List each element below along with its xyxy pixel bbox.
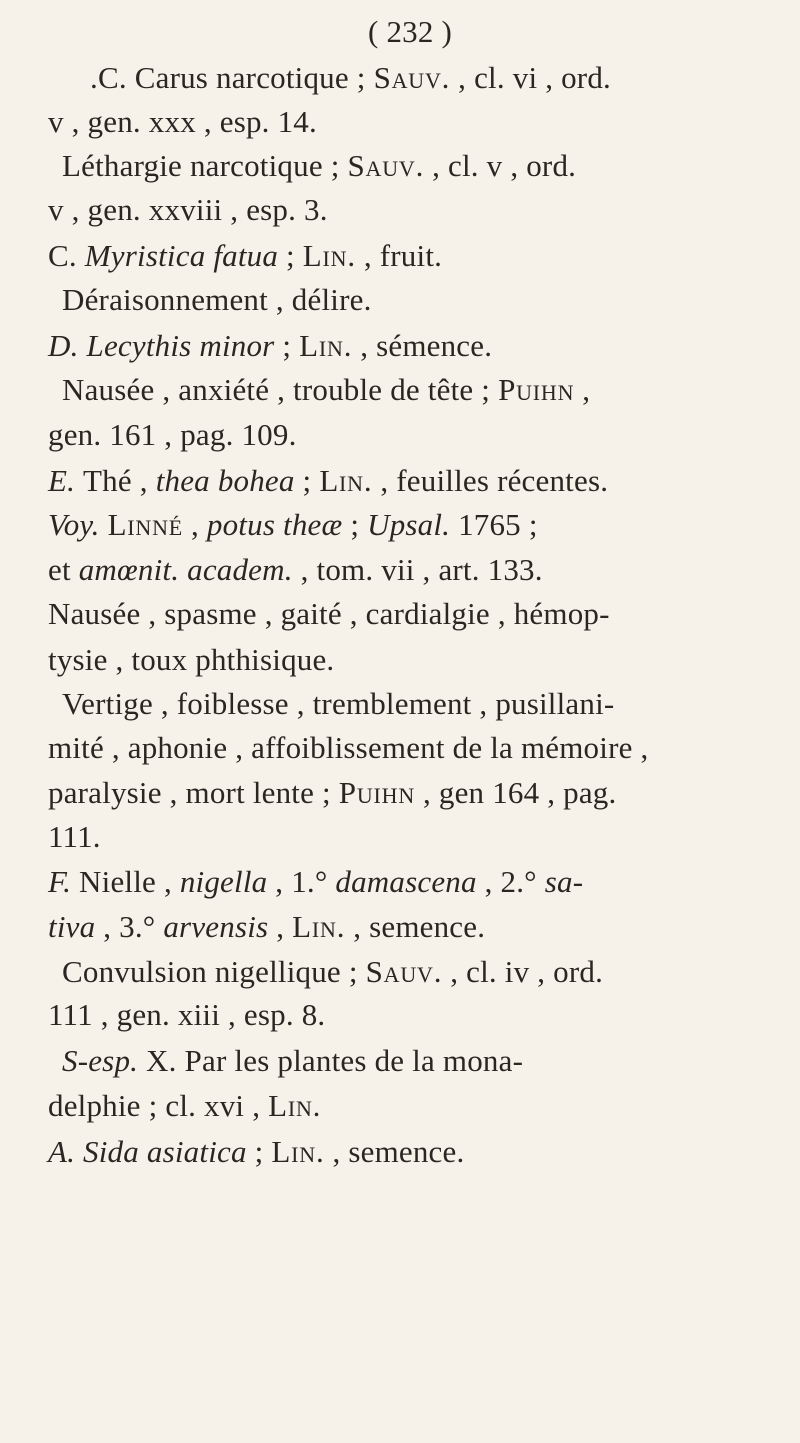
text-run: , tom. vii , art. 133.	[292, 552, 543, 587]
text-run: ,	[268, 909, 293, 944]
text-run: Vertige , foiblesse , tremblement , pusillani-	[62, 686, 615, 721]
text-run: Linné	[107, 507, 184, 542]
text-line	[48, 1132, 464, 1172]
text-run: , cl. iv , ord.	[442, 954, 604, 989]
text-run: amœnit. academ.	[78, 552, 293, 587]
text-run: D.	[48, 328, 87, 363]
text-run: Sauv.	[347, 148, 425, 183]
text-run: Nausée , spasme , gaité , cardialgie , hémop-	[48, 596, 610, 631]
text-line	[62, 684, 614, 724]
text-run: Nielle ,	[79, 864, 180, 899]
text-run: Nausée , anxiété , trouble de tête ;	[62, 372, 499, 407]
text-run: tysie , toux phthisique.	[48, 642, 335, 677]
text-run: , fruit.	[355, 238, 443, 273]
text-run: Sida asiatica	[83, 1134, 247, 1169]
text-run: , sémence.	[352, 328, 493, 363]
text-run: Lin.	[268, 1088, 322, 1123]
text-line	[48, 236, 442, 276]
text-line	[48, 640, 334, 680]
text-run: arvensis	[163, 909, 269, 944]
text-run: ;	[246, 1134, 272, 1169]
text-run: F.	[48, 864, 80, 899]
text-run: Myristica fatua	[84, 238, 279, 273]
text-run: ;	[278, 238, 303, 273]
text-run: Puihn	[498, 372, 575, 407]
text-run: ,	[183, 507, 207, 542]
text-run: , 2.°	[476, 864, 545, 899]
text-run: , cl. v , ord.	[424, 148, 577, 183]
text-line	[48, 728, 648, 768]
text-run: C.	[48, 238, 85, 273]
text-run: ;	[342, 507, 368, 542]
text-run: Lecythis minor	[86, 328, 275, 363]
text-line	[48, 505, 538, 545]
text-line	[62, 952, 603, 992]
text-run: Puihn	[338, 775, 416, 810]
text-run: ;	[274, 328, 300, 363]
text-line	[62, 146, 576, 186]
text-run: , semence.	[324, 1134, 465, 1169]
text-run: paralysie , mort lente ;	[48, 775, 339, 810]
text-run: 111.	[48, 819, 101, 854]
text-run: 1765 ;	[450, 507, 538, 542]
text-line	[48, 415, 297, 455]
text-line	[48, 102, 317, 142]
text-run: delphie ; cl. xvi ,	[48, 1088, 269, 1123]
text-run: Lin.	[319, 463, 373, 498]
text-line	[48, 190, 328, 230]
text-line	[48, 326, 492, 366]
text-run: , 1.°	[267, 864, 336, 899]
text-line	[90, 58, 611, 98]
text-run: thea bohea	[155, 463, 295, 498]
text-run	[100, 507, 108, 542]
text-line	[48, 461, 608, 501]
text-run: tiva	[48, 909, 96, 944]
text-run: ,	[574, 372, 591, 407]
text-run: gen. 161 , pag. 109.	[48, 417, 297, 452]
text-run: Léthargie narcotique ;	[62, 148, 348, 183]
text-run: S-esp.	[62, 1043, 139, 1078]
text-run: .C.	[90, 60, 135, 95]
text-run: Sauv.	[373, 60, 451, 95]
text-run: 111 , gen. xiii , esp. 8.	[48, 997, 326, 1032]
text-run: , cl. vi , ord.	[450, 60, 611, 95]
text-line	[48, 550, 543, 590]
text-line	[62, 1041, 523, 1081]
text-run: v , gen. xxx , esp. 14.	[48, 104, 317, 139]
text-run: Lin.	[292, 909, 346, 944]
text-line	[48, 1086, 321, 1126]
text-run: Carus narcotique ;	[134, 60, 374, 95]
text-run: Upsal.	[367, 507, 451, 542]
text-line	[48, 594, 610, 634]
text-line	[48, 817, 101, 857]
text-run: mité , aphonie , affoiblissement de la mémoire ,	[48, 730, 649, 765]
text-run: potus theæ	[206, 507, 343, 542]
text-line	[48, 907, 485, 947]
text-run: , feuilles récentes.	[372, 463, 609, 498]
text-line	[62, 280, 372, 320]
text-run: Sauv.	[365, 954, 443, 989]
text-line	[48, 773, 616, 813]
text-run: , gen 164 , pag.	[415, 775, 617, 810]
text-run: , semence.	[345, 909, 486, 944]
text-run: Lin.	[271, 1134, 325, 1169]
text-run: , 3.°	[95, 909, 164, 944]
text-run: v , gen. xxviii , esp. 3.	[48, 192, 328, 227]
text-run: E.	[48, 463, 84, 498]
page-number: ( 232 )	[368, 14, 453, 49]
text-run: Lin.	[302, 238, 356, 273]
text-run: Thé ,	[83, 463, 156, 498]
text-line	[48, 862, 583, 902]
text-run: Déraisonnement , délire.	[62, 282, 372, 317]
text-run: nigella	[179, 864, 268, 899]
text-run: Convulsion nigellique ;	[62, 954, 366, 989]
text-run: X. Par les plantes de la mona-	[138, 1043, 524, 1078]
text-run: sa-	[544, 864, 584, 899]
text-run: et	[48, 552, 79, 587]
text-line	[48, 995, 325, 1035]
text-run: damascena	[335, 864, 477, 899]
text-line	[62, 370, 590, 410]
text-run: Voy.	[48, 507, 100, 542]
text-run: A.	[48, 1134, 84, 1169]
text-run: ;	[294, 463, 320, 498]
text-run: Lin.	[299, 328, 353, 363]
